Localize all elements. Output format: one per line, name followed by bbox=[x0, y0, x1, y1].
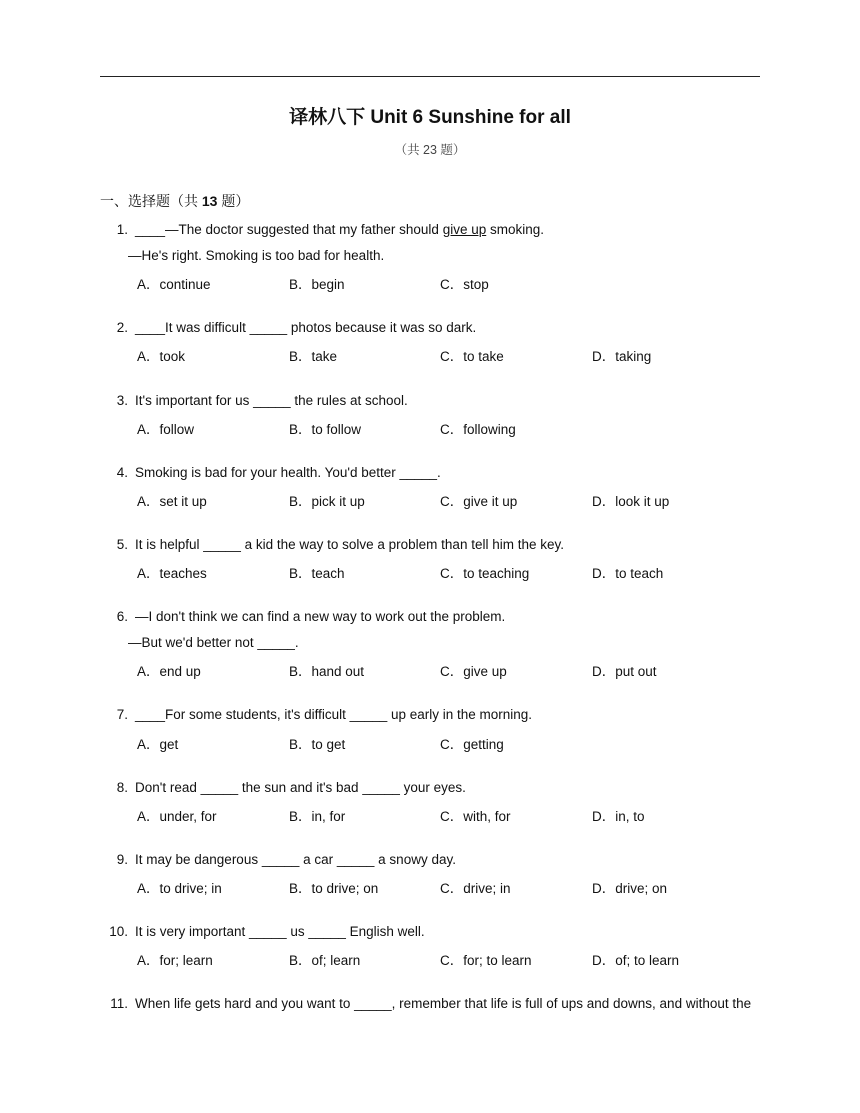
option-b[interactable]: B．to follow bbox=[289, 422, 362, 437]
option-b[interactable]: B．take bbox=[289, 349, 338, 364]
question-text: When life gets hard and you want to _____, remember that life is full of ups and downs, and without the bbox=[135, 996, 752, 1011]
option-c[interactable]: C．with, for bbox=[440, 809, 511, 824]
option-d[interactable]: D．put out bbox=[592, 664, 657, 679]
option-b[interactable]: B．hand out bbox=[289, 664, 365, 679]
option-c[interactable]: C．to teaching bbox=[440, 566, 530, 581]
option-a[interactable]: A．follow bbox=[137, 422, 195, 437]
option-d[interactable]: D．to teach bbox=[592, 566, 664, 581]
option-b[interactable]: B．in, for bbox=[289, 809, 346, 824]
option-a[interactable]: A．get bbox=[137, 737, 179, 752]
question-number: 2. bbox=[116, 320, 128, 335]
option-a[interactable]: A．teaches bbox=[137, 566, 207, 581]
option-b[interactable]: B．of; learn bbox=[289, 953, 361, 968]
question-number: 10. bbox=[109, 924, 128, 939]
section-heading bbox=[100, 191, 249, 211]
section-count: 13 bbox=[201, 193, 218, 209]
question-number: 5. bbox=[116, 537, 128, 552]
question-text: ____For some students, it's difficult _____ up early in the morning. bbox=[135, 707, 533, 722]
section-prefix: 一、选择题（共 bbox=[100, 193, 202, 209]
option-c[interactable]: C．to take bbox=[440, 349, 504, 364]
question-number: 7. bbox=[116, 707, 128, 722]
underlined-phrase: give up bbox=[442, 222, 487, 237]
option-c[interactable]: C．give up bbox=[440, 664, 507, 679]
option-a[interactable]: A．end up bbox=[137, 664, 201, 679]
top-rule bbox=[100, 76, 760, 77]
option-c[interactable]: C．following bbox=[440, 422, 516, 437]
option-c[interactable]: C．stop bbox=[440, 277, 489, 292]
question-text: Smoking is bad for your health. You'd better _____. bbox=[135, 465, 441, 480]
option-d[interactable]: D．of; to learn bbox=[592, 953, 680, 968]
option-c[interactable]: C．drive; in bbox=[440, 881, 511, 896]
option-a[interactable]: A．continue bbox=[137, 277, 211, 292]
option-c[interactable]: C．for; to learn bbox=[440, 953, 532, 968]
question-text: ____—The doctor suggested that my father should give up smoking. bbox=[135, 222, 545, 237]
option-b[interactable]: B．to get bbox=[289, 737, 346, 752]
question-text: —I don't think we can find a new way to work out the problem. bbox=[135, 609, 506, 624]
option-d[interactable]: D．drive; on bbox=[592, 881, 668, 896]
option-d[interactable]: D．in, to bbox=[592, 809, 645, 824]
question-number: 1. bbox=[116, 222, 128, 237]
option-a[interactable]: A．for; learn bbox=[137, 953, 213, 968]
option-a[interactable]: A．to drive; in bbox=[137, 881, 222, 896]
question-text: It's important for us _____ the rules at school. bbox=[135, 393, 408, 408]
question-text: ____It was difficult _____ photos because it was so dark. bbox=[135, 320, 477, 335]
option-c[interactable]: C．give it up bbox=[440, 494, 518, 509]
question-number: 8. bbox=[116, 780, 128, 795]
question-text: It may be dangerous _____ a car _____ a snowy day. bbox=[135, 852, 456, 867]
question-text-line2: —But we'd better not _____. bbox=[128, 635, 299, 650]
question-number: 4. bbox=[116, 465, 128, 480]
question-number: 3. bbox=[116, 393, 128, 408]
question-text: Don't read _____ the sun and it's bad _____ your eyes. bbox=[135, 780, 466, 795]
question-number: 11. bbox=[110, 996, 128, 1011]
page-subtitle: （共 23 题） bbox=[394, 143, 466, 157]
question-text: It is helpful _____ a kid the way to solve a problem than tell him the key. bbox=[135, 537, 564, 552]
question-text-line2: —He's right. Smoking is too bad for health. bbox=[128, 248, 385, 263]
page-title: 译林八下 Unit 6 Sunshine for all bbox=[289, 107, 571, 128]
option-a[interactable]: A．set it up bbox=[137, 494, 207, 509]
question-text: It is very important _____ us _____ English well. bbox=[135, 924, 425, 939]
option-d[interactable]: D．taking bbox=[592, 349, 652, 364]
option-a[interactable]: A．took bbox=[137, 349, 186, 364]
option-b[interactable]: B．begin bbox=[289, 277, 345, 292]
question-number: 9. bbox=[116, 852, 128, 867]
option-b[interactable]: B．to drive; on bbox=[289, 881, 379, 896]
option-c[interactable]: C．getting bbox=[440, 737, 504, 752]
option-b[interactable]: B．pick it up bbox=[289, 494, 365, 509]
option-d[interactable]: D．look it up bbox=[592, 494, 670, 509]
option-a[interactable]: A．under, for bbox=[137, 809, 217, 824]
option-b[interactable]: B．teach bbox=[289, 566, 345, 581]
question-number: 6. bbox=[116, 609, 128, 624]
section-suffix: 题） bbox=[217, 193, 250, 209]
